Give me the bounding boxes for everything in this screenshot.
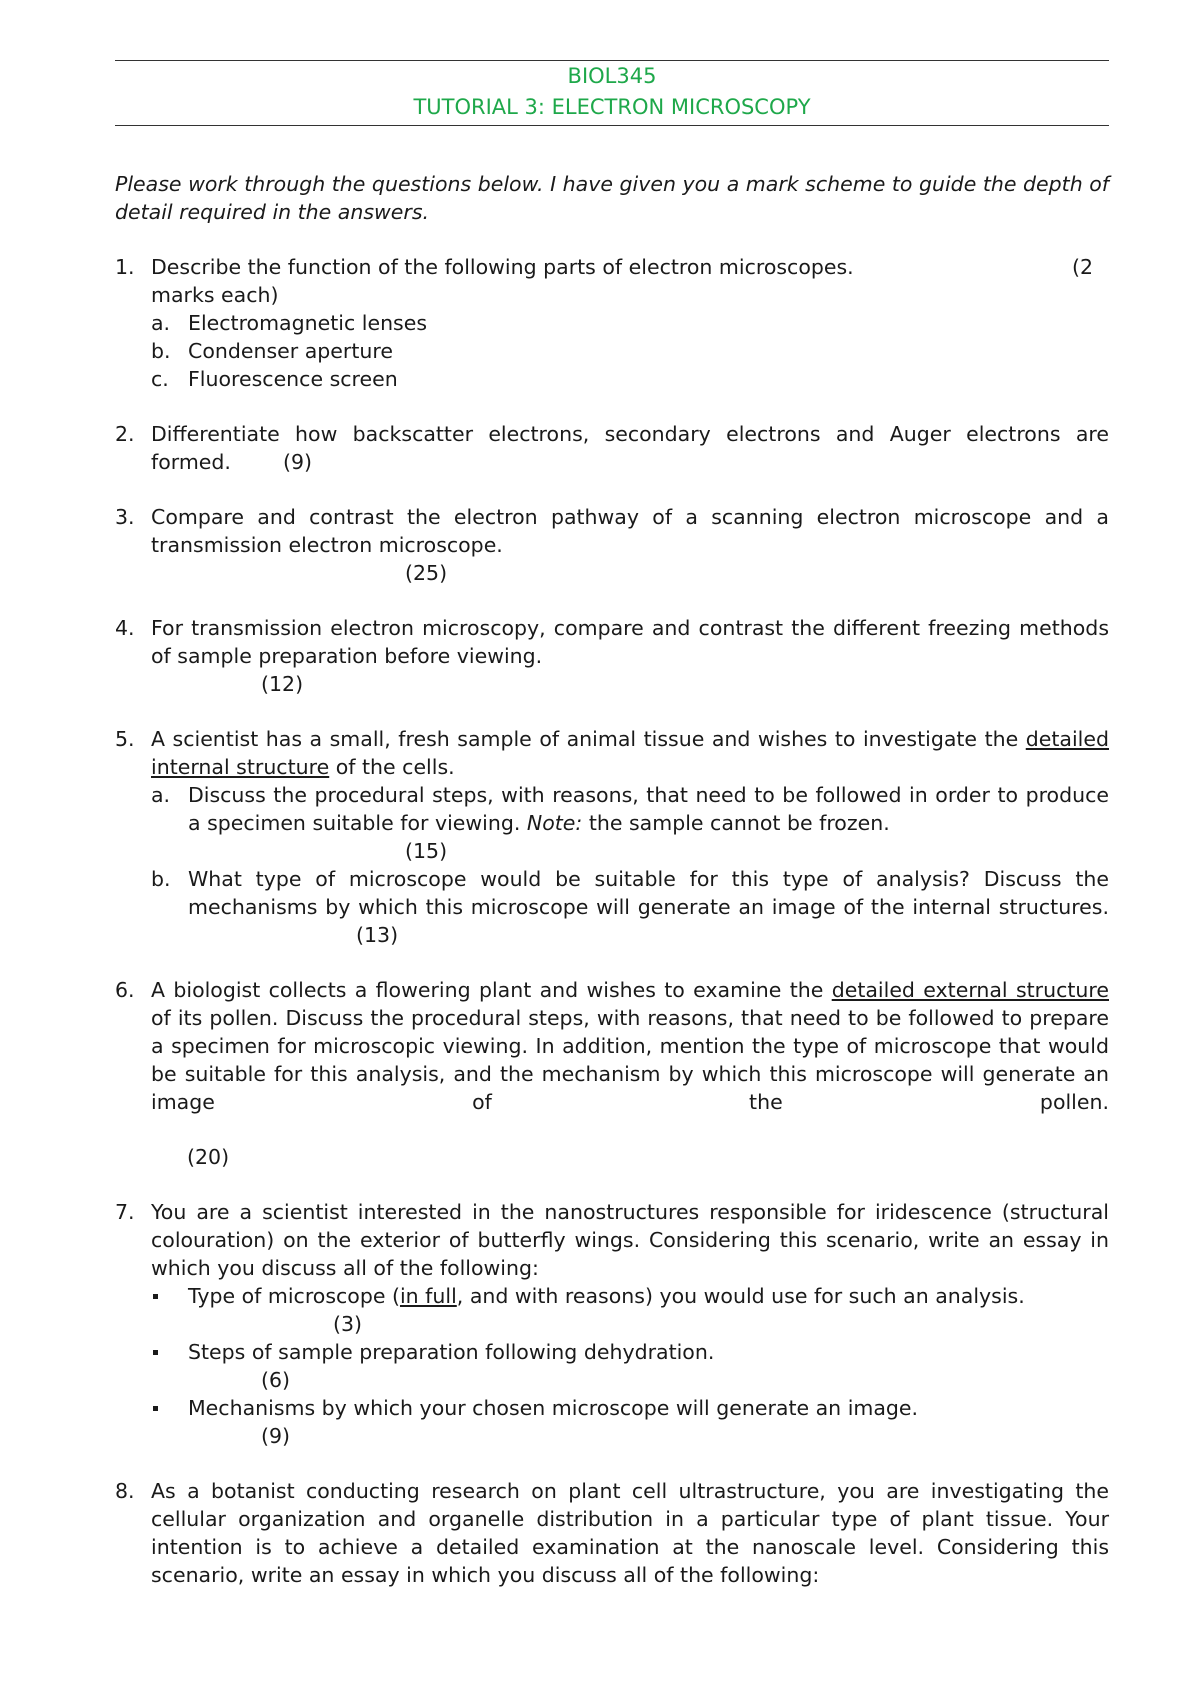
bullet-item: Mechanisms by which your chosen microscope will generate an image. <box>151 1394 1109 1422</box>
question-6: 6. A biologist collects a flowering plant and wishes to examine the detailed external structure of its pollen. Discuss the procedural steps, with reasons, that need to be followed to prepare a specimen for microscopic viewing. In addition, mention the type of microscope that would be suitable for this analysis, and the mechanism by which this microscope will generate an image of the pollen. (20) <box>115 978 1109 1169</box>
question-text: A scientist has a small, fresh sample of animal tissue and wishes to investigate the detailed internal structure of the cells. <box>151 727 1109 779</box>
sub-item: c. Fluorescence screen <box>151 367 398 391</box>
tutorial-title: TUTORIAL 3: ELECTRON MICROSCOPY <box>413 95 811 119</box>
marks: (25) <box>405 561 448 585</box>
question-text: For transmission electron microscopy, compare and contrast the different freezing methods of sample preparation before viewing. <box>151 616 1109 668</box>
marks: (2 <box>1071 255 1093 279</box>
marks: (20) <box>187 1145 230 1169</box>
question-text: Differentiate how backscatter electrons, secondary electrons and Auger electrons are formed. (9) <box>151 422 1109 474</box>
question-4: 4. For transmission electron microscopy, compare and contrast the different freezing methods of sample preparation before viewing. (12) <box>115 616 1109 696</box>
header-bottom-rule <box>115 125 1109 126</box>
question-7: 7. You are a scientist interested in the nanostructures responsible for iridescence (structural colouration) on the exterior of butterfly wings. Considering this scenario, write an essay in which you discuss all of the following: Type of microscope (in full, and with reasons) you would use for such an analysis. (3) Steps of sample preparation following dehydration. (6) Mechanisms by which your chosen microscope will generate an image. (9) <box>115 1200 1109 1448</box>
bullet-item: Steps of sample preparation following dehydration. <box>151 1338 1109 1366</box>
sub-item: a. Electromagnetic lenses <box>151 311 428 335</box>
question-1 <box>115 253 1109 393</box>
question-number: 1. <box>115 255 135 279</box>
question-5: 5. A scientist has a small, fresh sample of animal tissue and wishes to investigate the detailed internal structure of the cells. a. Discuss the procedural steps, with reasons, that need to be followed in order to produce a specimen suitable for viewing. Note: the sample cannot be frozen. (15) b. What type of microscope would be suitable for this type of analysis? Discuss the mechanisms by which this microscope will generate an image of the internal structures.(13) <box>115 727 1109 947</box>
sub-item: b. Condenser aperture <box>151 339 393 363</box>
question-text: Describe the function of the following parts of electron microscopes. (2 <box>151 255 1093 279</box>
marks: (3) <box>333 1312 363 1336</box>
marks: (15) <box>405 839 448 863</box>
marks: (13) <box>356 923 399 947</box>
marks: (9) <box>261 1424 291 1448</box>
bullet-item: Type of microscope (in full, and with reasons) you would use for such an analysis. <box>151 1282 1109 1310</box>
marks: (6) <box>261 1368 291 1392</box>
question-8: 8. As a botanist conducting research on plant cell ultrastructure, you are investigating the cellular organization and organelle distribution in a particular type of plant tissue. Your intention is to achieve a detailed examination at the nanoscale level. Considering this scenario, write an essay in which you discuss all of the following: <box>115 1479 1109 1587</box>
bullet-icon <box>153 1294 158 1299</box>
sub-item-a: a. Discuss the procedural steps, with reasons, that need to be followed in order to produce a specimen suitable for viewing. Note: the sample cannot be frozen. <box>151 783 1109 835</box>
course-code: BIOL345 <box>567 64 657 88</box>
marks: marks each) <box>151 283 279 307</box>
question-text: Compare and contrast the electron pathway of a scanning electron microscope and a transmission electron microscope. <box>151 505 1109 557</box>
document-page <box>115 0 1109 1589</box>
question-text: A biologist collects a flowering plant and wishes to examine the detailed external structure of its pollen. Discuss the procedural steps, with reasons, that need to be followed to prepare a specimen for microscopic viewing. In addition, mention the type of microscope that would be suitable for this analysis, and the mechanism by which this microscope will generate an image of the pollen. <box>151 978 1109 1114</box>
bullet-icon <box>153 1350 158 1355</box>
intro-text: Please work through the questions below. I have given you a mark scheme to guide the depth of detail required in the answers. <box>115 172 1109 224</box>
sub-item-b: b. What type of microscope would be suitable for this type of analysis? Discuss the mechanisms by which this microscope will generate an image of the internal structures.(13) <box>151 867 1109 947</box>
question-text: You are a scientist interested in the nanostructures responsible for iridescence (structural colouration) on the exterior of butterfly wings. Considering this scenario, write an essay in which you discuss all of the following: <box>151 1200 1109 1280</box>
question-3: 3. Compare and contrast the electron pathway of a scanning electron microscope and a transmission electron microscope. (25) <box>115 505 1109 585</box>
marks: (9) <box>282 450 312 474</box>
marks: (12) <box>261 672 304 696</box>
bullet-icon <box>153 1406 158 1411</box>
question-text: As a botanist conducting research on plant cell ultrastructure, you are investigating the cellular organization and organelle distribution in a particular type of plant tissue. Your intention is to achieve a detailed examination at the nanoscale level. Considering this scenario, write an essay in which you discuss all of the following: <box>151 1479 1109 1587</box>
question-2: 2. Differentiate how backscatter electrons, secondary electrons and Auger electrons are formed. (9) <box>115 422 1109 474</box>
